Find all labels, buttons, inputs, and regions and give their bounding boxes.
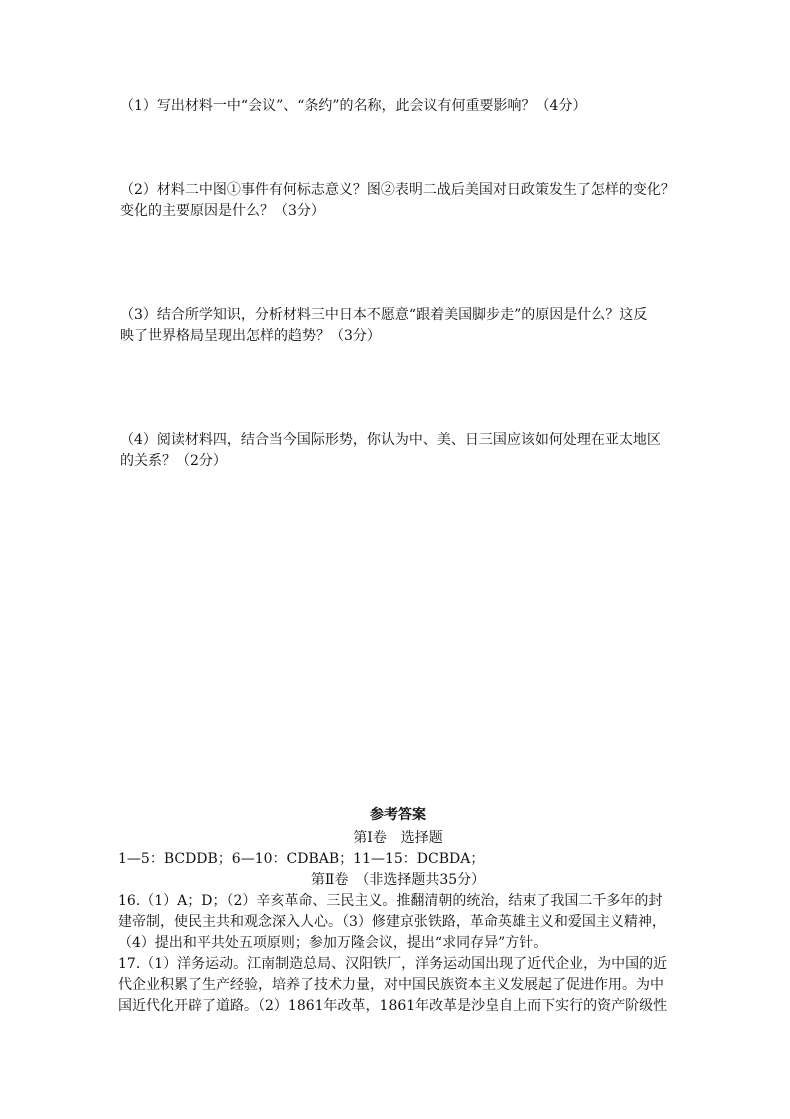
question-2: [120, 180, 680, 222]
question-3-line-1: （3）结合所学知识，分析材料三中日本不愿意“跟着美国脚步走”的原因是什么？这反: [120, 307, 648, 323]
answer-line-6: 国近代化开辟了道路。（2）1861年改革，1861年改革是沙皇自上而下实行的资产阶级性: [118, 998, 668, 1014]
question-1: [120, 96, 680, 117]
answer-line-1: 16.（1）A；D；（2）辛亥革命、三民主义。推翻清朝的统治，结束了我国二千多年的封: [118, 893, 663, 909]
question-3-line-2: 映了世界格局呈现出怎样的趋势？（3分）: [120, 328, 381, 344]
section-1-heading: 第Ⅰ卷 选择题: [353, 830, 443, 846]
question-4-line-1: （4）阅读材料四，结合当今国际形势，你认为中、美、日三国应该如何处理在亚太地区: [120, 432, 661, 448]
section-2-heading: 第Ⅱ卷 （非选择题共35分）: [310, 872, 486, 888]
question-1-line-1: （1）写出材料一中“会议”、“条约”的名称，此会议有何重要影响？（4分）: [120, 98, 587, 114]
question-4: [120, 430, 680, 472]
question-2-line-1: （2）材料二中图①事件有何标志意义？图②表明二战后美国对日政策发生了怎样的变化？: [120, 182, 675, 198]
question-2-line-2: 变化的主要原因是什么？（3分）: [120, 203, 325, 219]
answer-key-title: 参考答案: [370, 807, 426, 823]
answer-line-2: 建帝制，使民主共和观念深入人心。（3）修建京张铁路，革命英雄主义和爱国主义精神，: [118, 914, 666, 930]
answer-key: [118, 805, 678, 1017]
question-3: [120, 305, 680, 347]
answer-line-3: （4）提出和平共处五项原则；参加万隆会议，提出“求同存异”方针。: [118, 935, 548, 951]
choice-answers: 1—5：BCDDB；6—10：CDBAB；11—15：DCBDA；: [118, 851, 485, 867]
question-4-line-2: 的关系？（2分）: [120, 453, 227, 469]
answer-line-4: 17.（1）洋务运动。江南制造总局、汉阳铁厂，洋务运动国出现了近代企业，为中国的近: [118, 956, 668, 972]
answer-line-5: 代企业积累了生产经验，培养了技术力量，对中国民族资本主义发展起了促进作用。为中: [118, 977, 664, 993]
